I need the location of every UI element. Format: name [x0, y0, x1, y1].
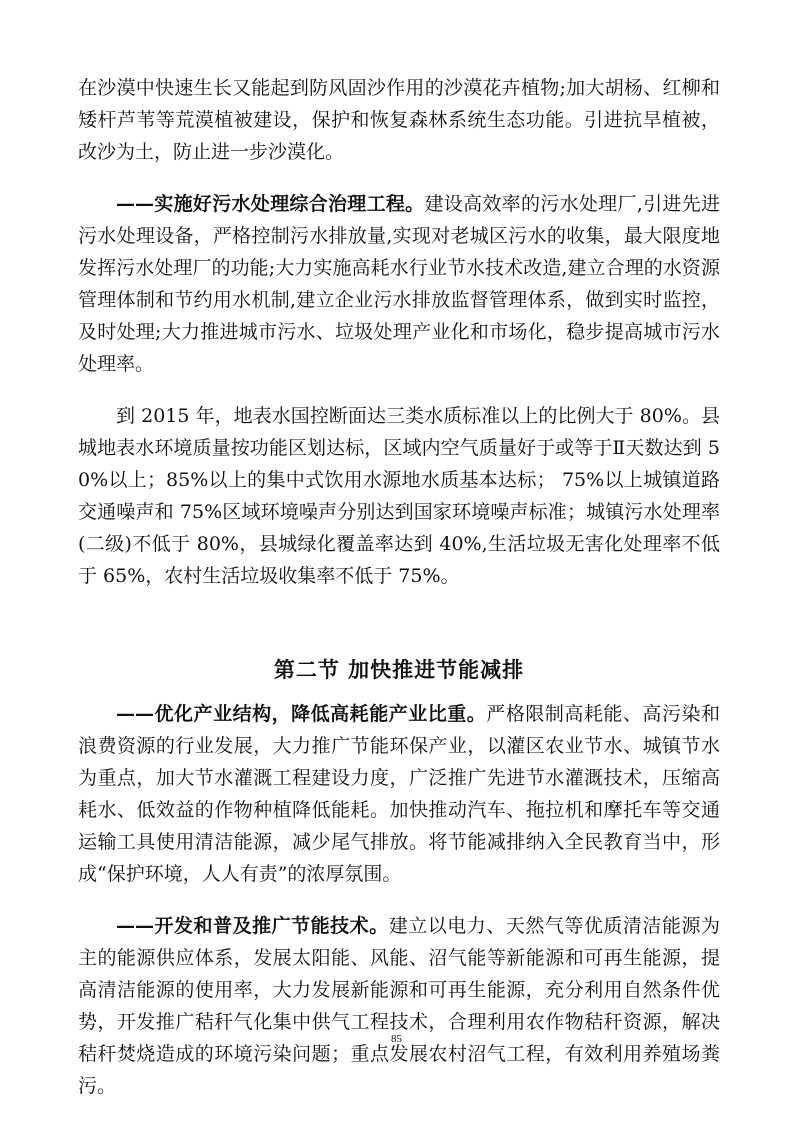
section-spacer: [78, 592, 720, 654]
paragraph-heading-sewage: ——实施好污水处理综合治理工程。: [116, 193, 425, 215]
paragraph-sewage-treatment: [78, 188, 720, 380]
paragraph-spacer: [78, 168, 720, 188]
paragraph-energy-technology: [78, 910, 720, 1102]
paragraph-body-industrial: 严格限制高耗能、高污染和浪费资源的行业发展，大力推广节能环保产业，以灌区农业节水、城镇节水为重点，加大节水灌溉工程建设力度，广泛推广先进节水灌溉技术，压缩高耗水、低效益的作物种植降低能耗。加快推动汽车、拖拉机和摩托车等交通运输工具使用清洁能源，减少尾气排放。将节能减排纳入全民教育当中，形成“保护环境，人人有责”的浓厚氛围。: [78, 703, 720, 885]
paragraph-spacer: [78, 380, 720, 400]
paragraph-heading-energy: ——开发和普及推广节能技术。: [116, 915, 389, 937]
section-title: 第二节 加快推进节能减排: [273, 657, 525, 682]
paragraph-body-sewage: 建设高效率的污水处理厂,引进先进污水处理设备，严格控制污水排放量,实现对老城区污水的收集，最大限度地发挥污水处理厂的功能;大力实施高耗水行业节水技术改造,建立合理的水资源管理体制和节约用水机制,建立企业污水排放监督管理体系，做到实时监控，及时处理;大力推进城市污水、垃圾处理产业化和市场化，稳步提高城市污水处理率。: [78, 193, 720, 375]
paragraph-spacer: [78, 890, 720, 910]
paragraph-2015-targets: 到 2015 年，地表水国控断面达三类水质标准以上的比例大于 80%。县城地表水环境质量按功能区划达标，区域内空气质量好于或等于Ⅱ天数达到 50%以上；85%以上的集中式饮用水源地水质基本达标； 75%以上城镇道路交通噪声和 75%区域环境噪声分别达到国家环境噪声标准；城镇污水处理率(二级)不低于 80%，县城绿化覆盖率达到 40%,生活垃圾无害化处理率不低于 65%，农村生活垃圾收集率不低于 75%。: [78, 405, 720, 587]
page-number: 85: [391, 1033, 402, 1045]
paragraph-industrial-structure: [78, 698, 720, 890]
paragraph-desert-vegetation: 在沙漠中快速生长又能起到防风固沙作用的沙漠花卉植物;加大胡杨、红柳和矮杆芦苇等荒漠植被建设，保护和恢复森林系统生态功能。引进抗旱植被，改沙为土，防止进一步沙漠化。: [78, 77, 720, 163]
document-page: [78, 72, 720, 1102]
paragraph-heading-industrial: ——优化产业结构，降低高耗能产业比重。: [116, 703, 487, 725]
paragraph-body-energy: 建立以电力、天然气等优质清洁能源为主的能源供应体系，发展太阳能、风能、沼气能等新能源和可再生能源，提高清洁能源的使用率，大力发展新能源和可再生能源，充分利用自然条件优势，开发推广秸秆气化集中供气工程技术，合理利用农作物秸秆资源，解决秸秆焚烧造成的环境污染问题；重点发展农村沼气工程，有效利用养殖场粪污。: [78, 915, 720, 1097]
